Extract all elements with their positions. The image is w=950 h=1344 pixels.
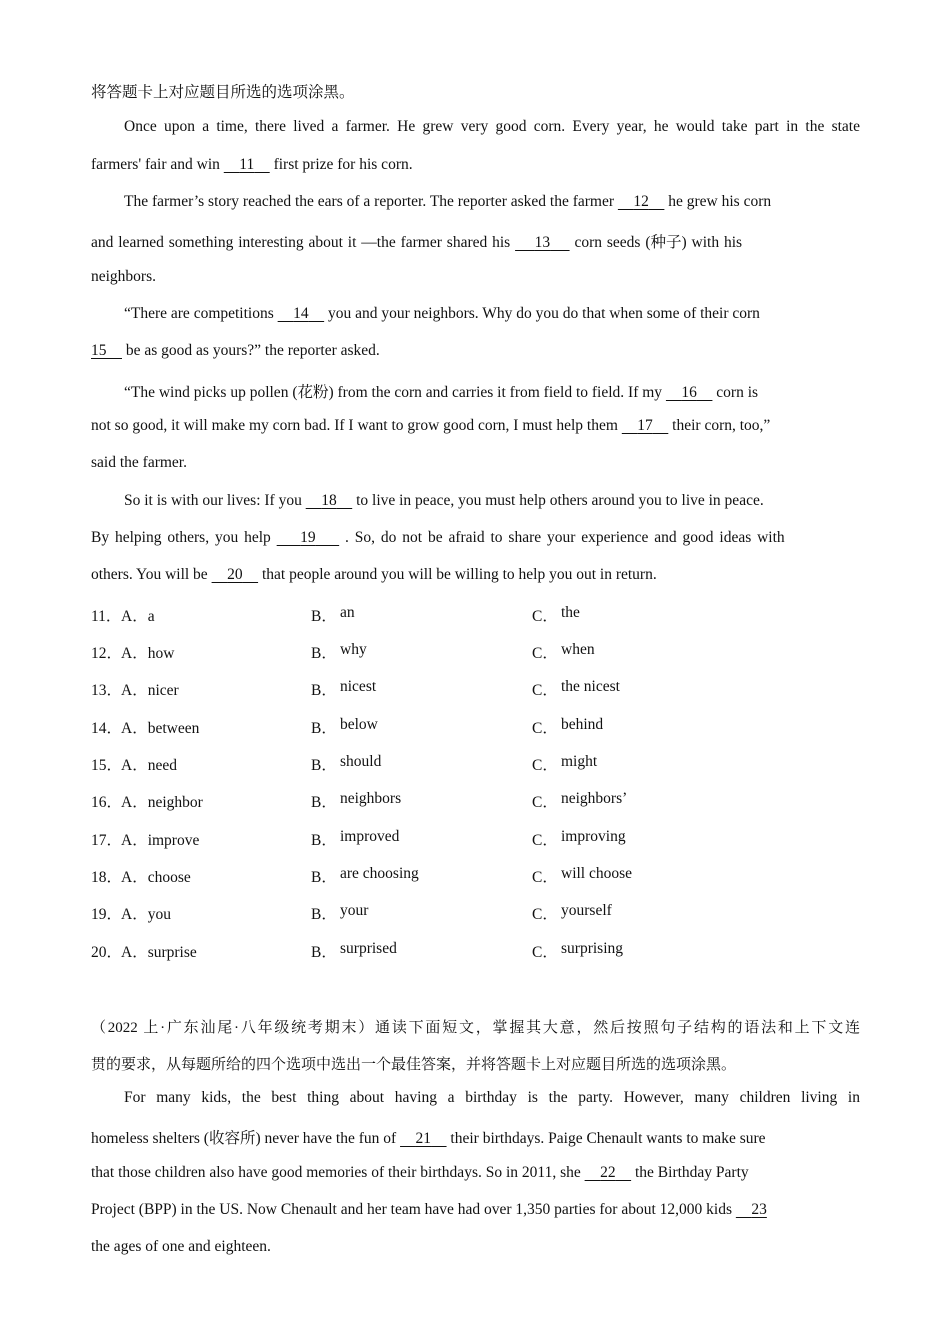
option-a[interactable]: A．need	[121, 757, 177, 774]
option-c-label: C．	[532, 682, 558, 699]
option-b-label: B．	[311, 832, 337, 849]
text-run: first prize for his corn.	[269, 156, 413, 173]
option-row-16	[91, 790, 791, 812]
passage-line: said the farmer.	[91, 454, 187, 471]
instruction-line: 贯的要求，从每题所给的四个选项中选出一个最佳答案，并将答题卡上对应题目所选的选项涂黑。	[91, 1057, 737, 1073]
option-b-label: B．	[311, 682, 337, 699]
option-b-label: B．	[311, 944, 337, 961]
option-c[interactable]: the nicest	[561, 678, 620, 695]
passage-line	[124, 1089, 860, 1107]
text-run: their corn, too,”	[672, 417, 771, 434]
option-b[interactable]: improved	[340, 828, 400, 845]
text-run: not so good, it will make my corn bad. If I want to grow good corn, I must help them	[91, 417, 622, 434]
text-run: their birthdays. Paige Chenault wants to make sure	[450, 1130, 766, 1147]
option-b[interactable]: nicest	[340, 678, 377, 695]
option-c[interactable]: surprising	[561, 940, 623, 957]
text-run: “There are competitions	[124, 305, 278, 322]
blank-12[interactable]: 12	[633, 193, 649, 210]
option-b[interactable]: neighbors	[340, 790, 402, 807]
option-row-19	[91, 902, 791, 924]
question-number: 14．	[91, 720, 123, 737]
passage-line	[91, 342, 380, 360]
option-c-label: C．	[532, 608, 558, 625]
passage-line	[91, 566, 657, 584]
option-c-label: C．	[532, 869, 558, 886]
passage-line: the ages of one and eighteen.	[91, 1238, 271, 1255]
option-b[interactable]: why	[340, 641, 367, 658]
question-number: 13．	[91, 682, 123, 699]
text-run: be as good as yours?” the reporter asked.	[125, 342, 380, 359]
instruction-line	[91, 1016, 860, 1037]
option-b[interactable]: below	[340, 716, 378, 733]
option-b-label: B．	[311, 645, 337, 662]
text-run: corn is	[716, 384, 759, 401]
blank-19[interactable]: 19	[300, 529, 316, 546]
question-number: 20．	[91, 944, 123, 961]
option-b[interactable]: your	[340, 902, 369, 919]
text-run: to live in peace, you must help others around you to live in peace.	[356, 492, 764, 509]
passage-line	[124, 193, 860, 211]
option-b-label: B．	[311, 869, 337, 886]
passage-line	[91, 1164, 749, 1182]
option-a[interactable]: A．improve	[121, 832, 200, 849]
option-b[interactable]: an	[340, 604, 355, 621]
option-row-15	[91, 753, 791, 775]
option-c[interactable]: neighbors’	[561, 790, 628, 807]
passage-line: neighbors.	[91, 268, 157, 285]
option-b-label: B．	[311, 608, 337, 625]
option-row-17	[91, 828, 791, 850]
passage-line	[91, 529, 785, 547]
option-row-20	[91, 940, 791, 962]
option-c-label: C．	[532, 720, 558, 737]
text-run: “The wind picks up pollen (花粉) from the corn and carries it from field to field. If my	[124, 384, 666, 401]
option-a[interactable]: A．neighbor	[121, 794, 203, 811]
text-run: and learned something interesting about it —the farmer shared his	[91, 234, 516, 251]
option-b[interactable]: should	[340, 753, 382, 770]
text-run: . So, do not be afraid to share your experience and good ideas with	[345, 529, 785, 546]
blank-11[interactable]: 11	[239, 156, 255, 173]
blank-16[interactable]: 16	[681, 384, 697, 401]
text-run: For many kids, the best thing about having a birthday is the party. However, many children living in	[124, 1089, 860, 1106]
text-run: （2022 上·广东汕尾·八年级统考期末）通读下面短文，掌握其大意，然后按照句子结构的语法和上下文连	[91, 1020, 860, 1036]
question-number: 12．	[91, 645, 123, 662]
text-run: homeless shelters (收容所) never have the fun of	[91, 1130, 401, 1147]
option-c-label: C．	[532, 906, 558, 923]
option-b-label: B．	[311, 794, 337, 811]
option-c[interactable]: improving	[561, 828, 626, 845]
option-a[interactable]: A．you	[121, 906, 171, 923]
option-c-label: C．	[532, 832, 558, 849]
question-number: 16．	[91, 794, 123, 811]
blank-21[interactable]: 21	[415, 1130, 432, 1147]
option-a[interactable]: A．how	[121, 645, 175, 662]
text-run: that people around you will be willing to help you out in return.	[261, 566, 657, 583]
text-run: So it is with our lives: If you	[124, 492, 306, 509]
option-row-13	[91, 678, 791, 700]
blank-15[interactable]: 15	[91, 342, 107, 359]
question-number: 15．	[91, 757, 123, 774]
option-c[interactable]: might	[561, 753, 598, 770]
passage-line	[91, 1201, 767, 1219]
blank-20[interactable]: 20	[227, 566, 243, 583]
option-b-label: B．	[311, 906, 337, 923]
text-run: Project (BPP) in the US. Now Chenault and her team have had over 1,350 parties for about 12,000 kids	[91, 1201, 736, 1218]
blank-23[interactable]: 23	[751, 1201, 767, 1218]
option-c[interactable]: behind	[561, 716, 604, 733]
text-run: others. You will be	[91, 566, 212, 583]
option-c[interactable]: yourself	[561, 902, 612, 919]
passage-line	[91, 156, 413, 174]
option-c-label: C．	[532, 645, 558, 662]
text-run: that those children also have good memories of their birthdays. So in 2011, she	[91, 1164, 585, 1181]
blank-17[interactable]: 17	[637, 417, 653, 434]
question-number: 19．	[91, 906, 123, 923]
text-run: farmers' fair and win	[91, 156, 224, 173]
option-b-label: B．	[311, 757, 337, 774]
option-b-label: B．	[311, 720, 337, 737]
option-c[interactable]: when	[561, 641, 595, 658]
text-run: corn seeds (种子) with his	[574, 234, 743, 251]
text-run: he grew his corn	[668, 193, 772, 210]
passage-line	[124, 380, 860, 402]
option-row-12	[91, 641, 791, 663]
instruction-line: 将答题卡上对应题目所选的选项涂黑。	[91, 84, 355, 101]
option-a[interactable]: A．a	[121, 608, 155, 625]
option-a[interactable]: A．choose	[121, 869, 191, 886]
text-run: Once upon a time, there lived a farmer. He grew very good corn. Every year, he would take part in the state	[124, 118, 860, 135]
option-a[interactable]: A．nicer	[121, 682, 179, 699]
question-number: 17．	[91, 832, 123, 849]
option-b[interactable]: are choosing	[340, 865, 419, 882]
option-c-label: C．	[532, 794, 558, 811]
question-number: 11．	[91, 608, 122, 625]
passage-line	[91, 1126, 766, 1148]
option-c-label: C．	[532, 757, 558, 774]
blank-13[interactable]: 13	[534, 234, 551, 251]
text-run: you and your neighbors. Why do you do that when some of their corn	[328, 305, 760, 322]
option-row-18	[91, 865, 791, 887]
option-c[interactable]: will choose	[561, 865, 633, 882]
option-a[interactable]: A．between	[121, 720, 200, 737]
option-a[interactable]: A．surprise	[121, 944, 197, 961]
passage-line	[91, 417, 770, 435]
blank-18[interactable]: 18	[321, 492, 337, 509]
option-c-label: C．	[532, 944, 558, 961]
question-number: 18．	[91, 869, 123, 886]
passage-line	[124, 118, 860, 136]
passage-line	[91, 230, 742, 252]
text-run: By helping others, you help	[91, 529, 277, 546]
text-run: the Birthday Party	[634, 1164, 749, 1181]
option-b[interactable]: surprised	[340, 940, 397, 957]
option-row-11	[91, 604, 791, 626]
passage-line	[124, 492, 860, 510]
option-c[interactable]: the	[561, 604, 580, 621]
text-run: The farmer’s story reached the ears of a reporter. The reporter asked the farmer	[124, 193, 618, 210]
passage-line	[124, 305, 860, 323]
blank-22[interactable]: 22	[600, 1164, 616, 1181]
blank-14[interactable]: 14	[293, 305, 309, 322]
option-row-14	[91, 716, 791, 738]
